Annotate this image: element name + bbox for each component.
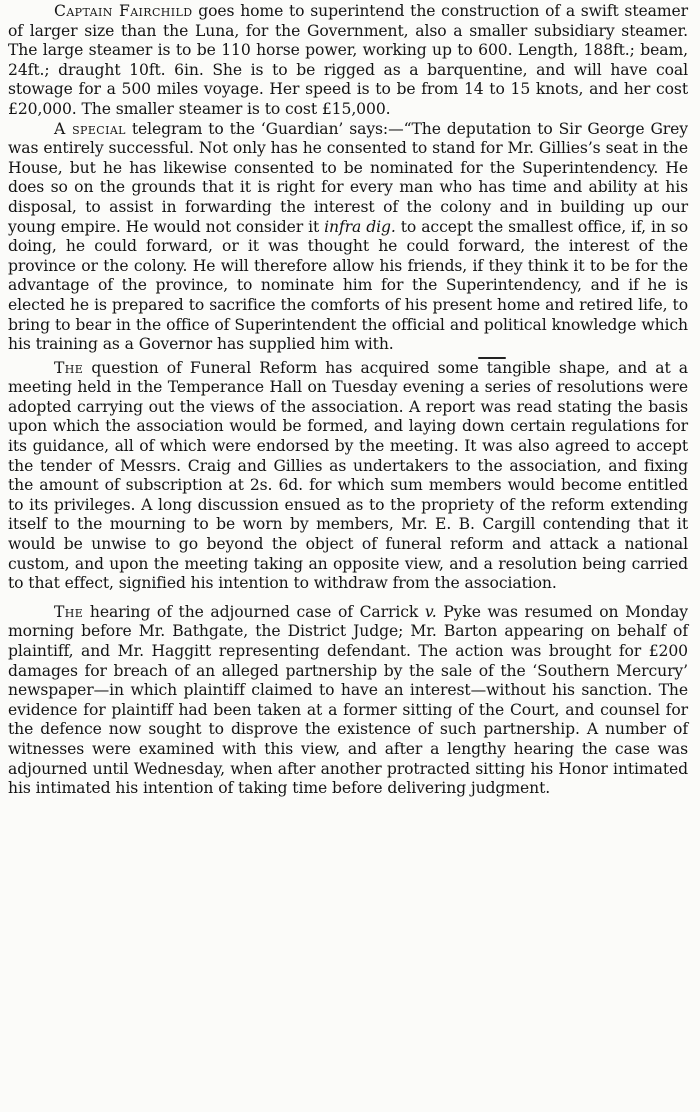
paragraph-text: telegram to the ‘Guardian’ says:—“The deputation to Sir George Grey was entirely successful. Not only has he consented to stand for Mr. Gillies’s seat in the House, but he has likewise consented to be nominated for the Superintendency. He does so on the grounds that it is right for every man who has time and ability at his disposal, to assist in forwarding the interest of the colony and in building up our young empire. He would not consider it xyxy=(8,119,689,236)
paragraph-funeral-reform xyxy=(8,359,688,594)
paragraph-text: Pyke was resumed on Monday morning before Mr. Bathgate, the District Judge; Mr. Barton appearing on behalf of plaintiff, and Mr. Haggitt representing defendant. The action was brought for £200 damages for breach of an alleged partnership by the sale of the ‘Southern Mercury’ newspaper—in which plaintiff claimed to have an interest—without his sanction. The evidence for plaintiff had been taken at a former sitting of the Court, and counsel for the defence now sought to disprove the existence of such partnership. A number of witnesses were examined with this view, and after a lengthy hearing the case was adjourned until Wednesday, when after another protracted sitting his Honor intimated his intimated his intention of taking time before delivering judgment. xyxy=(8,602,688,798)
paragraph-lead: Captain Fairchild xyxy=(54,2,193,20)
paragraph-lead: The xyxy=(54,358,84,377)
paragraph-text: goes home to superintend the construction of a swift steamer of larger size than the Luna, for the Government, also a smaller subsidiary steamer. The large steamer is to be 110 horse power, working up to 600. Length, 188ft.; beam, 24ft.; draught 10ft. 6in. She is to be rigged as a barquentine, and will have coal stowage for a 500 miles voyage. Her speed is to be from 14 to 15 knots, and her cost £20,000. The smaller steamer is to cost £15,000. xyxy=(8,2,688,118)
paragraph-grey-deputation xyxy=(8,120,688,355)
paragraph-text: hearing of the adjourned case of Carrick xyxy=(83,602,425,621)
paragraph-lead: The xyxy=(54,602,84,621)
paragraph-italic-phrase: infra dig. xyxy=(324,217,396,236)
paragraph-lead: A special xyxy=(54,119,126,138)
paragraph-italic-phrase: v. xyxy=(424,602,437,621)
paragraph-text: to accept the smallest office, if, in so doing, he could forward, or it was thought he could forward, the interest of the province or the colony. He will therefore allow his friends, if they think it to be for the advantage of the province, to nominate him for the Superintendency, and if he is elected he is prepared to sacrifice the comforts of his present home and retired life, to bring to bear in the office of Superintendent the official and political knowledge which his training as a Governor has supplied him with. xyxy=(8,217,688,354)
paragraph-carrick-pyke xyxy=(8,603,688,799)
paragraph-fairchild-steamer xyxy=(8,2,688,120)
paragraph-text: question of Funeral Reform has acquired some tangible shape, and at a meeting held in the Temperance Hall on Tuesday evening a series of resolutions were adopted carrying out the views of the association. A report was read stating the basis upon which the association would be formed, and laying down certain regulations for its guidance, all of which were endorsed by the meeting. It was also agreed to accept the tender of Messrs. Craig and Gillies as undertakers to the association, and fixing the amount of subscription at 2s. 6d. for which sum members would become entitled to its privileges. A long discussion ensued as to the propriety of the reform extending itself to the mourning to be worn by members, Mr. E. B. Cargill contending that it would be unwise to go beyond the object of funeral reform and attack a national custom, and upon the meeting taking an opposite view, and a resolution being carried to that effect, signified his intention to withdraw from the association. xyxy=(8,358,688,593)
